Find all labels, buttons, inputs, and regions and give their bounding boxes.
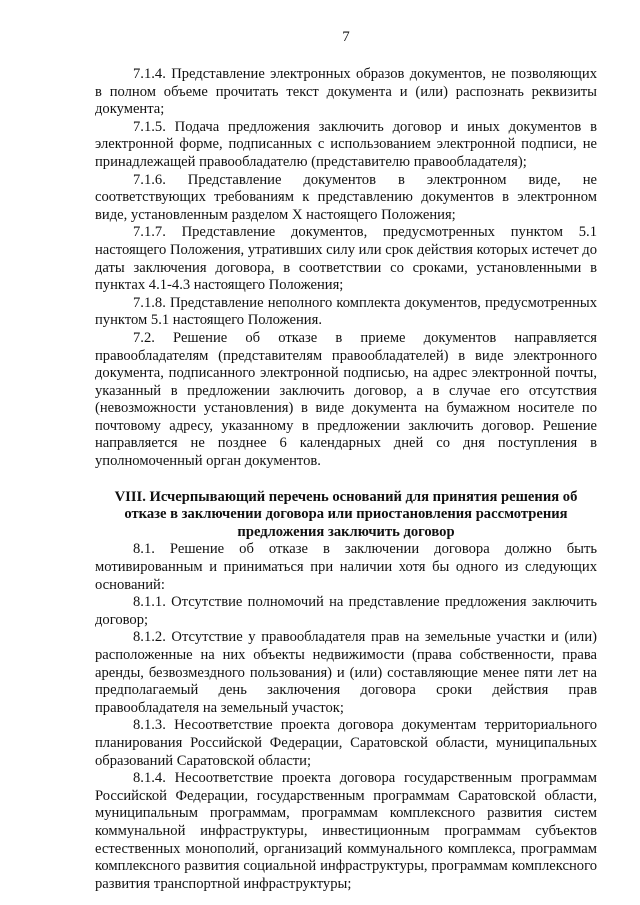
paragraph-8-1-3: 8.1.3. Несоответствие проекта договора документам территориального планирования Российской Федерации, Саратовской области, муниципальных образований Саратовской области; <box>95 717 597 769</box>
paragraph-7-1-7: 7.1.7. Представление документов, предусмотренных пунктом 5.1 настоящего Положения, утративших силу или срок действия которых истечет до даты заключения договора, в соответствии со сроками, установленными в пунктах 4.1-4.3 настоящего Положения; <box>95 224 597 294</box>
paragraph-7-1-5: 7.1.5. Подача предложения заключить договор и иных документов в электронной форме, подписанных с использованием электронной подписи, не принадлежащей правообладателю (представителю правообладателя); <box>95 118 597 170</box>
paragraph-7-1-6: 7.1.6. Представление документов в электронном виде, не соответствующих требованиям к представлению документов в электронном виде, установленным разделом X настоящего Положения; <box>95 171 597 223</box>
paragraph-8-1-2: 8.1.2. Отсутствие у правообладателя прав на земельные участки и (или) расположенные на них объекты недвижимости (права собственности, права аренды, безвозмездного пользования) и (или) составляющие менее пяти лет на предполагаемый день заключения договора сроки действия прав правообладателя на земельный участок; <box>95 629 597 716</box>
paragraph-8-1-1: 8.1.1. Отсутствие полномочий на представление предложения заключить договор; <box>95 594 597 628</box>
paragraph-7-1-4: 7.1.4. Представление электронных образов документов, не позволяющих в полном объеме прочитать текст документа и (или) распознать реквизиты документа; <box>95 66 597 118</box>
paragraph-7-2: 7.2. Решение об отказе в приеме документов направляется правообладателям (представителям правообладателей) в виде электронного документа, подписанного электронной подписью, на адрес электронной почты, указанный в предложении заключить договор, а в случае его отсутствия (невозможности установления) в виде документа на бумажном носителе по почтовому адресу, указанному в предложении заключить договор. Решение направляется не позднее 6 календарных дней со дня поступления в уполномоченный орган документов. <box>95 329 597 470</box>
paragraph-8-1: 8.1. Решение об отказе в заключении договора должно быть мотивированным и приниматься при наличии хотя бы одного из следующих оснований: <box>95 541 597 593</box>
paragraph-7-1-8: 7.1.8. Представление неполного комплекта документов, предусмотренных пунктом 5.1 настоящего Положения. <box>95 294 597 329</box>
page-number: 7 <box>342 29 350 45</box>
document-page <box>95 28 597 893</box>
section-heading: VIII. Исчерпывающий перечень оснований для принятия решения об отказе в заключении договора или приостановления рассмотрения предложения заключить договор <box>114 488 578 540</box>
paragraph-8-1-4: 8.1.4. Несоответствие проекта договора государственным программам Российской Федерации, государственным программам Саратовской области, муниципальным программам, программам комплексного развития систем коммунальной инфраструктуры, инвестиционным программам субъектов естественных монополий, организаций коммунального комплекса, программам комплексного развития социальной инфраструктуры, программам комплексного развития транспортной инфраструктуры; <box>95 770 597 892</box>
